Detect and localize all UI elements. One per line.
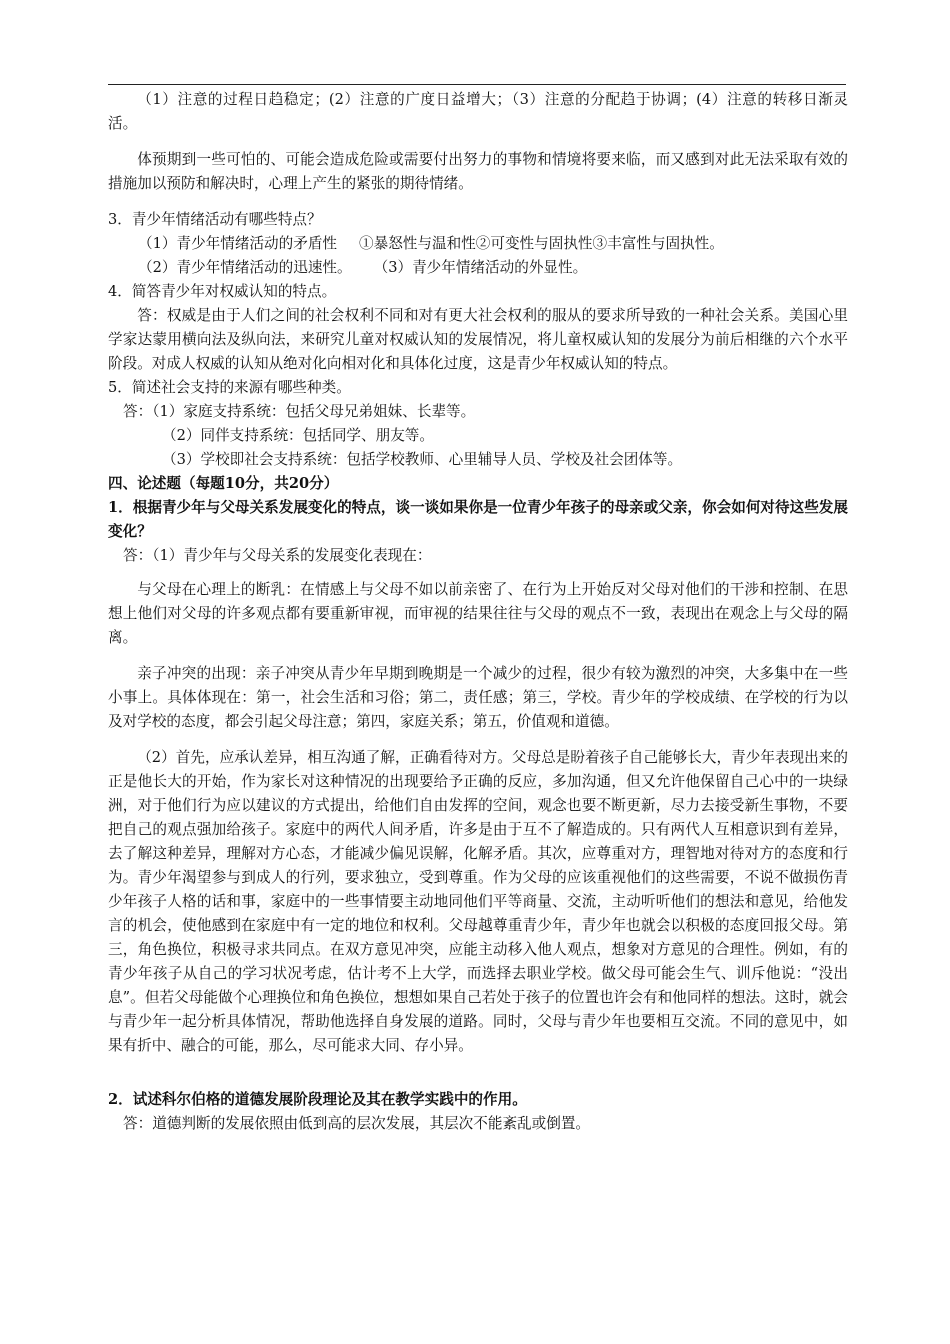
answer-3-item-1-tail: ①暴怒性与温和性②可变性与固执性③丰富性与固执性。 [359, 235, 724, 252]
essay-1-paragraph-2: 亲子冲突的出现：亲子冲突从青少年早期到晚期是一个减少的过程，很少有较为激烈的冲突，大多集中在一些小事上。具体体现在：第一，社会生活和习俗；第二，责任感；第三，学校。青少年的学校成绩、在学校的行为以及对学校的态度，都会引起父母注意；第四，家庭关系；第五，价值观和道德。 [108, 665, 848, 730]
essay-1-paragraph-1: 与父母在心理上的断乳：在情感上与父母不如以前亲密了、在行为上开始反对父母对他们的干涉和控制、在思想上他们对父母的许多观点都有要重新审视，而审视的结果往往与父母的观点不一致，表现出在观念上与父母的隔离。 [108, 581, 848, 646]
question-4: 4．简答青少年对权威认知的特点。 [108, 283, 337, 300]
answer-3-item-1 [108, 232, 848, 256]
answer-3-item-1-head: （1）青少年情绪活动的矛盾性 [138, 235, 338, 252]
essay-2-answer: 答：道德判断的发展依照由低到高的层次发展，其层次不能紊乱或倒置。 [123, 1115, 591, 1132]
section-4-heading: 四、论述题（每题10分，共20分） [108, 475, 339, 492]
answer-4: 答：权威是由于人们之间的社会权利不同和对有更大社会权利的服从的要求所导致的一种社会关系。美国心里学家达蒙用横向法及纵向法，来研究儿童对权威认知的发展情况，将儿童权威认知的发展分为前后相继的六个水平阶段。对成人权威的认知从绝对化向相对化和具体化过度，这是青少年权威认知的特点。 [108, 307, 848, 372]
answer-3-item-2: （2）青少年情绪活动的迅速性。 [138, 259, 352, 276]
essay-question-2: 2．试述科尔伯格的道德发展阶段理论及其在教学实践中的作用。 [108, 1091, 527, 1108]
answer-5-item-3: （3）学校即社会支持系统：包括学校教师、心里辅导人员、学校及社会团体等。 [162, 451, 683, 468]
question-3: 3．青少年情绪活动有哪些特点？ [108, 211, 322, 228]
question-5: 5．简述社会支持的来源有哪些种类。 [108, 379, 351, 396]
answer-3-items-2-3 [108, 256, 848, 280]
essay-1-answer-intro: 答：（1）青少年与父母关系的发展变化表现在： [123, 547, 432, 564]
paragraph-anxiety-definition: 体预期到一些可怕的、可能会造成危险或需要付出努力的事物和情境将要来临，而又感到对此无法采取有效的措施加以预防和解决时，心理上产生的紧张的期待情绪。 [108, 151, 848, 192]
document-body [108, 88, 848, 1136]
answer-3-item-3: （3）青少年情绪活动的外显性。 [373, 259, 588, 276]
answer-5-item-2: （2）同伴支持系统：包括同学、朋友等。 [162, 427, 434, 444]
essay-1-paragraph-3: （2）首先，应承认差异，相互沟通了解，正确看待对方。父母总是盼着孩子自己能够长大，青少年表现出来的正是他长大的开始，作为家长对这种情况的出现要给予正确的反应，多加沟通，但又允许他保留自己心中的一块绿洲，对于他们行为应以建议的方式提出，给他们自由发挥的空间，观念也要不断更新，尽力去接受新生事物，不要把自己的观点强加给孩子。家庭中的两代人间矛盾，许多是由于互不了解造成的。只有两代人互相意识到有差异，去了解这种差异，理解对方心态，才能减少偏见误解，化解矛盾。其次，应尊重对方，理智地对待对方的态度和行为。青少年渴望参与到成人的行列，要求独立，受到尊重。作为父母的应该重视他们的这些需要，不说不做损伤青少年孩子人格的话和事，家庭中的一些事情要主动地同他们平等商量、交流，主动听听他们的想法和意见，给他发言的机会，使他感到在家庭中有一定的地位和权利。父母越尊重青少年，青少年也就会以积极的态度回报父母。第三，角色换位，积极寻求共同点。在双方意见冲突，应能主动移入他人观点，想象对方意见的合理性。例如，有的青少年孩子从自己的学习状况考虑，估计考不上大学，而选择去职业学校。做父母可能会生气、训斥他说：“没出息”。但若父母能做个心理换位和角色换位，想想如果自己若处于孩子的位置也许会有和他同样的想法。这时，就会与青少年一起分析具体情况，帮助他选择自身发展的道路。同时，父母与青少年也要相互交流。不同的意见中，如果有折中、融合的可能，那么，尽可能求大同、存小异。 [108, 749, 848, 1054]
paragraph-attention-traits: （1）注意的过程日趋稳定；(2）注意的广度日益增大；（3）注意的分配趋于协调；(4）注意的转移日渐灵活。 [108, 91, 848, 132]
essay-question-1: 1．根据青少年与父母关系发展变化的特点，谈一谈如果你是一位青少年孩子的母亲或父亲，你会如何对待这些发展变化？ [108, 499, 848, 540]
answer-5-item-1: 答：（1）家庭支持系统：包括父母兄弟姐妹、长辈等。 [123, 403, 476, 420]
header-rule [108, 84, 846, 85]
